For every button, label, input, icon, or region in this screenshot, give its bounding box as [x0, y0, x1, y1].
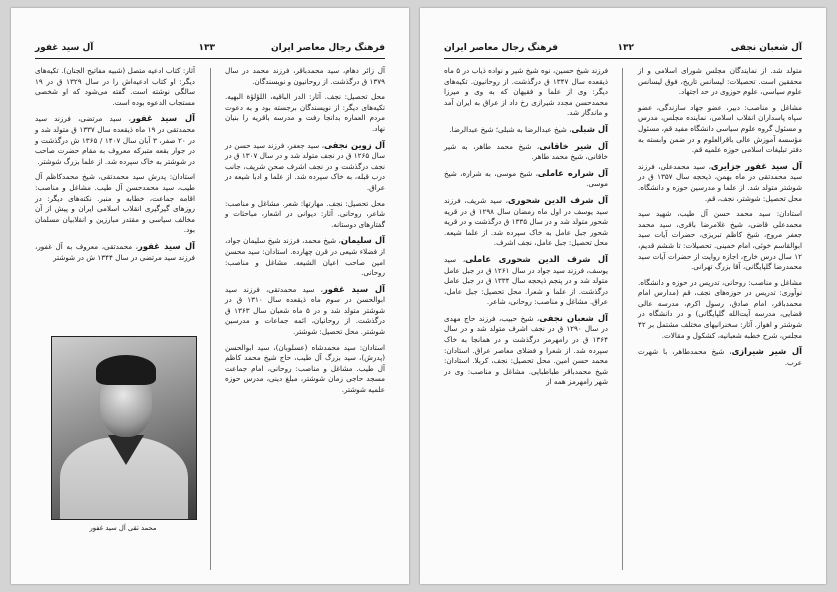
header-book-title: فرهنگ رجال معاصر ایران [270, 43, 385, 53]
portrait-photo [51, 336, 197, 520]
entry: محل تحصیل: نجف. مهارتها: شعر. مشاغل و مناصب: شاعر، روحانی. آثار: دیوانی در اشعار، مباحثات و گفتارهای دوستانه. [225, 198, 385, 229]
entry: محل تحصیل: نجف. آثار: الدر الباقیه، اللؤلؤة البهیه. تکیه‌های دیگر: از نویسندگان برجسته بود و به دعوت مردم العماره بدانجا رفت و مدرسه باقریه را بنیان نهاد. [225, 92, 385, 133]
entry: مشاغل و مناصب: دبیر، عضو جهاد سازندگی، عضو سپاه پاسداران انقلاب اسلامی، نماینده مجلس، مدرس و مسئول گروه علوم سیاسی دانشگاه مفید قم، مسئول مؤسسه آموزش عالی باقرالعلوم و در ضمن وابسته به دفتر تبلیغات اسلامی حوزه علمیه قم. [638, 102, 802, 155]
entry-heading: آل سید غفور جزایری [710, 160, 802, 171]
entry-heading: آل سید غفور [130, 113, 195, 124]
entry-heading: آل سید غفور [322, 283, 385, 294]
entry: آل شراره عاملی، شیخ موسی، به شراره، شیخ موسی. [444, 167, 609, 189]
left-page-header [35, 42, 385, 59]
header-book-title: فرهنگ رجال معاصر ایران [444, 43, 559, 53]
entry: آل شبلی، شیخ عبدالرضا به شبلی؛ شیخ عبدالرضا. [449, 123, 608, 134]
entry: استادان: سید محمد حسن آل طیب، شهید سید محمدعلی قاضی، شیخ غلامرضا باقری، سید محمد جعفر مروج، شیخ کاظم تبریزی، حضرات آیات سید ابوالقاسم خوئی، امام خمینی. تحصیلات: تا ششم قدیم، ۱۲ سال درس خارج، اجازه روایت از حضرات آیات سید محمدرضا گلپایگانی، آقا بزرگ تهرانی. [638, 209, 802, 272]
entry-heading: آل شعبان نجفی [539, 312, 608, 323]
entry: استادان: سید محمدشاه (عسلوبان)، سید ابوالحسن (پدرش)، سید بزرگ آل طیب، حاج شیخ محمد کاظم آل طیب. مشاغل و مناصب: روحانی، امام جماعت مسجد حاجی زمان شوشتر، مبلغ دینی، مدرس حوزه علمیه شوشتر. [225, 342, 385, 395]
entry: آل سید غفور جزایری، سید محمدعلی، فرزند سید محمدتقی در ماه بهمن، ذیحجه سال ۱۳۵۷ ق در شوشتر متولد شد. از علما و مدرسین حوزه و دانشگاه. محل تحصیل: شوشتر، نجف، قم. [638, 160, 802, 203]
left-page-right-column [225, 66, 385, 401]
entry: استادان: پدرش سید محمدتقی، شیخ محمدکاظم آل طیب، سید محمدحسن آل طیب. مشاغل و مناصب: اقامه جماعت، خطابه و منبر. نکته‌های دیگر: در روزهای گیرگیری انقلاب اسلامی ایران و پیش از آن مخالف سیاسی و مقتدر مبارزین و انقلابیان مسلمان بود. [35, 172, 195, 235]
header-surname: آل شعبان نجفی [730, 43, 802, 53]
entry: آل شرف الدین شحوری، سید شریف، فرزند سید یوسف در اول ماه رمضان سال ۱۲۹۸ ق در قریه شحور متولد شد و در سال ۱۳۳۵ ق درگذشت و در قریه شحور جبل عامل به خاک سپرده شد. از علما شیعه. محل تحصیل: جبل عامل، نجف اشرف. [444, 194, 608, 248]
photo-caption: محمد تقی آل سید غفور [89, 524, 157, 532]
entry-heading: آل سلیمان [340, 235, 385, 246]
entry: آل سلیمان، شیخ محمد، فرزند شیخ سلیمان جواد، از فضلاء شیعی در قرن چهارده. استادان: سید محسن امین صاحب اعیان الشیعه. مشاغل و مناصب: روحانی. [225, 235, 385, 278]
left-page [11, 8, 409, 584]
entry: آل شعبان نجفی، شیخ حبیب، فرزند حاج مهدی در سال ۱۲۹۰ ق در نجف اشرف متولد شد و در سال ۱۳۶۴ ق در رامهرمز درگذشت و در همانجا به خاک سپرده شد. از شعرا و فضلای معاصر عراق. استادان: محمد حسن امین. محل تحصیل: نجف، کربلا. استادان: شیخ محمدباقر طباطبایی. مشاغل و مناصب: وی در شهر رامهرمز همه از [444, 312, 608, 387]
left-page-left-column [35, 66, 195, 268]
entry-heading: آل شیر شیرازی [731, 346, 802, 357]
entry: آل شیر خاقانی، شیخ محمد طاهر، به شیر خاقانی، شیخ محمد طاهر. [444, 140, 608, 162]
header-surname: آل سید غفور [35, 43, 94, 53]
entry-heading: آل زوین نجفی [324, 139, 386, 150]
entry: آل زائر دهام، سید محمدباقر، فرزند محمد در سال ۱۳۷۹ ق درگذشت. از روحانیون و نویسندگان. [225, 66, 385, 86]
entry-heading: آل شرف الدین شحوری عاملی [465, 253, 608, 264]
entry: آل زوین نجفی، سید جعفر، فرزند سید حسن در سال ۱۲۶۵ ق در نجف متولد شد و در سال ۱۳۰۷ ق در نجف درگذشت و در نجف اشرف صحن شریف، جانب درب قبله، به خاک سپرده شد. از علما و ادبا شیعه در عراق. [225, 139, 386, 192]
entry-heading: آل سید غفور [138, 240, 195, 251]
entry: متولد شد. از نمایندگان مجلس شورای اسلامی و از محققین است. تحصیلات: لیسانس تاریخ، فوق لیسانس علوم سیاسی، علوم حوزوی در حد اجتهاد. [638, 66, 802, 97]
right-page-right-column [638, 66, 802, 373]
entry-heading: آل شرف الدین شحوری [507, 194, 608, 205]
entry: آل شرف الدین شحوری عاملی، سید یوسف، فرزند سید جواد در سال ۱۲۶۱ ق در جبل عامل متولد شد و در پنجم ذیحجه سال ۱۳۳۴ ق در جبل عامل درگذشت. از علما و شعرا. محل تحصیل: جبل عامل، عراق. مشاغل و مناصب: روحانی، شاعر. [444, 253, 609, 307]
right-page [420, 8, 826, 584]
column-divider [622, 68, 623, 570]
column-divider [210, 68, 211, 570]
entry: آل سید غفور، سید محمدتقی، فرزند سید ابوالحسن در سوم ماه ذیقعده سال ۱۳۱۰ ق در شوشتر متولد شد و در ۵ ماه شعبان سال ۱۳۶۳ ق درگذشت. از روحانیان، ائمه جماعات و مدرسین شوشتر. محل تحصیل: شوشتر. [225, 283, 385, 337]
right-page-left-column [444, 66, 608, 393]
entry: آثار: کتاب ادعیه متصل (شبیه مفاتیح الجنان). تکیه‌های دیگر: او کتاب ادعیه‌اش را در سال ۱۳۲۹ ق در ۱۹ سالگی نوشته است. گفته می‌شود که او شخصی مستجاب الدعوه بوده است. [35, 66, 195, 107]
header-page-number: ۱۳۳ [198, 43, 215, 53]
entry-heading: آل شیر خاقانی [539, 140, 608, 151]
entry: آل سید غفور، سید مرتضی، فرزند سید محمدتقی در ۱۹ ماه ذیقعده سال ۱۳۳۷ ق متولد شد و در ۲۰ صفر، ۳ آبان سال ۱۴۰۷ / ۱۳۶۵ ش درگذشت و در جوار بقعه متبرکه معروف به مقام حضرت صاحب در شوشتر به خاک سپرده شد. از علما بزرگ شوشتر. [35, 113, 195, 166]
header-page-number: ۱۳۲ [617, 43, 634, 53]
entry: فرزند شیخ حسین، نوه شیخ شیر و نواده ذیاب در ۵ ماه ذیقعده سال ۱۳۴۷ ق درگذشت. از روحانیون. تکیه‌های دیگر: وی از علما و فقیهان که به وی و میرزا محمدحسن مجدد شیرازی رخ داد از عراق به ایران آمد و ماندگار شد. [444, 66, 608, 118]
entry-heading: آل شبلی [571, 123, 608, 134]
entry: آل شیر شیرازی، شیخ محمدطاهر، با شهرت عرب. [638, 346, 802, 367]
entry-heading: آل شراره عاملی [537, 167, 609, 178]
entry: مشاغل و مناصب: روحانی، تدریس در حوزه و دانشگاه. نوآوری: تدریس در حوزه‌های نجف، قم (مدارس امام محمدباقر، امام صادق، رسول اکرم، مدرسه عالی قضایی، مدرسه آیت‌الله گلپایگانی) و در دانشگاه در شوشتر و اهواز. آثار: سخنرانیهای مختلف مشتمل بر ۴۲ مجلس، شرح خطبه شعبانیه، کشکول و مقالات. [638, 277, 802, 340]
right-page-header [444, 42, 802, 59]
entry: آل سید غفور، محمدتقی، معروف به آل غفور، فرزند سید مرتضی در سال ۱۳۴۴ ش در شوشتر [35, 240, 195, 262]
